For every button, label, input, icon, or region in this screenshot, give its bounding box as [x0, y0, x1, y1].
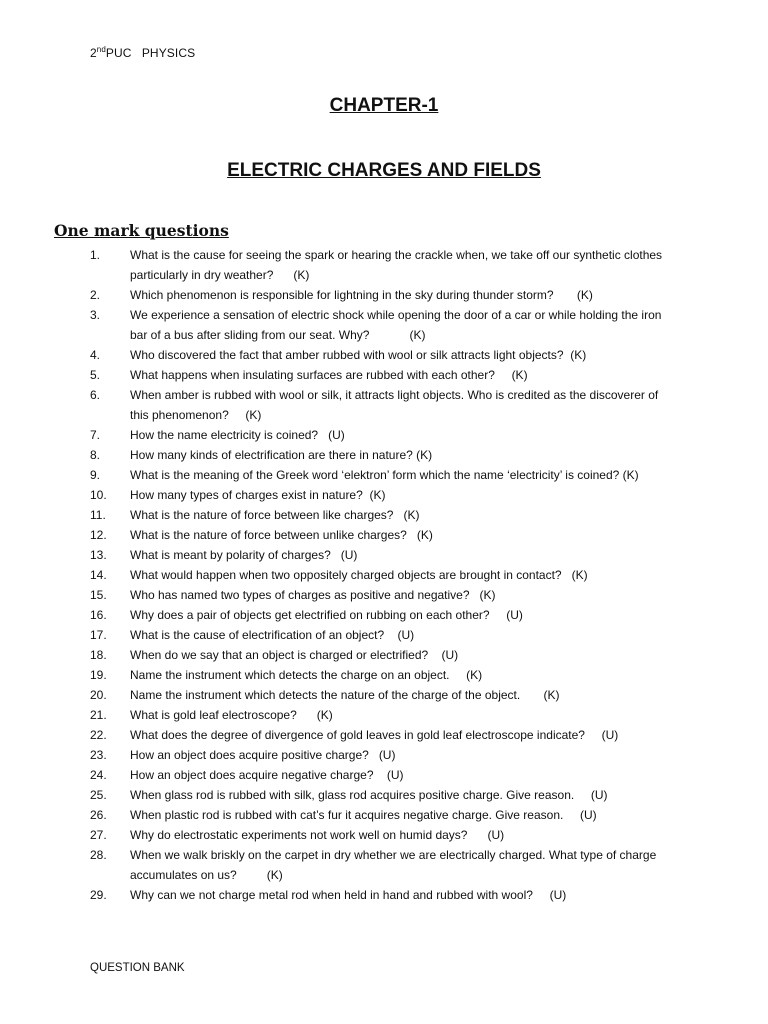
question-item	[0, 285, 768, 305]
question-number: 23.	[90, 748, 107, 762]
question-number: 7.	[90, 428, 101, 442]
question-item	[0, 625, 768, 645]
question-item	[0, 805, 768, 825]
question-text: How an object does acquire positive charge? (U)	[130, 748, 396, 762]
question-text: Who discovered the fact that amber rubbed with wool or silk attracts light objects? (K)	[130, 348, 587, 362]
question-number: 19.	[90, 668, 107, 682]
question-number: 1.	[90, 248, 101, 262]
question-item	[0, 385, 768, 425]
question-item	[0, 465, 768, 485]
question-text: What is the cause for seeing the spark or hearing the crackle when, we take off our synthetic clothes particularly in dry weather? (K)	[130, 248, 666, 282]
question-item	[0, 645, 768, 665]
question-item	[0, 845, 768, 885]
question-text: Name the instrument which detects the charge on an object. (K)	[130, 668, 483, 682]
question-text: What does the degree of divergence of gold leaves in gold leaf electroscope indicate? (U)	[130, 728, 619, 742]
question-number: 14.	[90, 568, 107, 582]
question-item	[0, 665, 768, 685]
question-item	[0, 485, 768, 505]
question-number: 8.	[90, 448, 101, 462]
question-item	[0, 825, 768, 845]
question-text: Why can we not charge metal rod when held in hand and rubbed with wool? (U)	[130, 888, 567, 902]
question-text: When amber is rubbed with wool or silk, it attracts light objects. Who is credited as the discoverer of this phenomenon? (K)	[130, 388, 662, 422]
question-number: 13.	[90, 548, 107, 562]
question-number: 16.	[90, 608, 107, 622]
question-number: 2.	[90, 288, 101, 302]
question-number: 22.	[90, 728, 107, 742]
question-item	[0, 685, 768, 705]
question-number: 15.	[90, 588, 107, 602]
question-text: Why do electrostatic experiments not work well on humid days? (U)	[130, 828, 505, 842]
question-number: 26.	[90, 808, 107, 822]
question-number: 21.	[90, 708, 107, 722]
question-number: 18.	[90, 648, 107, 662]
question-item	[0, 245, 768, 285]
question-text: What would happen when two oppositely charged objects are brought in contact? (K)	[130, 568, 588, 582]
chapter-title: CHAPTER-1	[329, 95, 439, 116]
question-text: What is the nature of force between like charges? (K)	[130, 508, 420, 522]
question-item	[0, 445, 768, 465]
question-number: 17.	[90, 628, 107, 642]
question-text: When plastic rod is rubbed with cat’s fur it acquires negative charge. Give reason. (U)	[130, 808, 597, 822]
question-text: We experience a sensation of electric shock while opening the door of a car or while holding the iron bar of a bus after sliding from our seat. Why? (K)	[130, 308, 665, 342]
question-text: How many kinds of electrification are there in nature? (K)	[130, 448, 433, 462]
question-number: 10.	[90, 488, 107, 502]
question-list	[0, 245, 768, 905]
question-item	[0, 785, 768, 805]
question-text: What is the cause of electrification of an object? (U)	[130, 628, 415, 642]
question-text: Why does a pair of objects get electrified on rubbing on each other? (U)	[130, 608, 523, 622]
question-item	[0, 725, 768, 745]
question-text: How an object does acquire negative charge? (U)	[130, 768, 404, 782]
question-text: What is the meaning of the Greek word ‘elektron’ form which the name ‘electricity’ is coined? (K)	[130, 468, 639, 482]
question-text: What is gold leaf electroscope? (K)	[130, 708, 333, 722]
header-grade-rest: PUC PHYSICS	[105, 46, 196, 60]
question-item	[0, 765, 768, 785]
question-item	[0, 345, 768, 365]
question-text: Name the instrument which detects the nature of the charge of the object. (K)	[130, 688, 560, 702]
question-number: 25.	[90, 788, 107, 802]
question-text: Which phenomenon is responsible for lightning in the sky during thunder storm? (K)	[130, 288, 593, 302]
question-number: 29.	[90, 888, 107, 902]
question-text: What happens when insulating surfaces are rubbed with each other? (K)	[130, 368, 528, 382]
question-number: 27.	[90, 828, 107, 842]
question-item	[0, 545, 768, 565]
question-number: 24.	[90, 768, 107, 782]
question-item	[0, 505, 768, 525]
question-text: How the name electricity is coined? (U)	[130, 428, 345, 442]
page-header	[90, 45, 195, 60]
question-text: What is the nature of force between unlike charges? (K)	[130, 528, 433, 542]
question-number: 20.	[90, 688, 107, 702]
question-text: Who has named two types of charges as positive and negative? (K)	[130, 588, 496, 602]
question-text: When do we say that an object is charged or electrified? (U)	[130, 648, 459, 662]
question-number: 11.	[90, 508, 106, 522]
question-number: 9.	[90, 468, 101, 482]
question-item	[0, 565, 768, 585]
question-item	[0, 425, 768, 445]
question-item	[0, 745, 768, 765]
question-text: When we walk briskly on the carpet in dry whether we are electrically charged. What type of charge accumulates on us? (K)	[130, 848, 660, 882]
question-item	[0, 305, 768, 345]
page-footer: QUESTION BANK	[90, 962, 185, 974]
question-number: 12.	[90, 528, 107, 542]
question-number: 28.	[90, 848, 107, 862]
header-grade-sup: nd	[96, 45, 106, 54]
chapter-subtitle: ELECTRIC CHARGES AND FIELDS	[227, 160, 541, 181]
question-text: What is meant by polarity of charges? (U)	[130, 548, 358, 562]
question-item	[0, 885, 768, 905]
question-text: When glass rod is rubbed with silk, glass rod acquires positive charge. Give reason. (U)	[130, 788, 608, 802]
question-item	[0, 585, 768, 605]
header-grade-prefix: 2	[90, 46, 97, 60]
question-item	[0, 605, 768, 625]
question-item	[0, 525, 768, 545]
section-heading: One mark questions	[54, 221, 229, 240]
question-text: How many types of charges exist in nature? (K)	[130, 488, 386, 502]
question-item	[0, 365, 768, 385]
question-number: 6.	[90, 388, 101, 402]
question-number: 5.	[90, 368, 101, 382]
question-number: 4.	[90, 348, 101, 362]
question-number: 3.	[90, 308, 101, 322]
question-item	[0, 705, 768, 725]
